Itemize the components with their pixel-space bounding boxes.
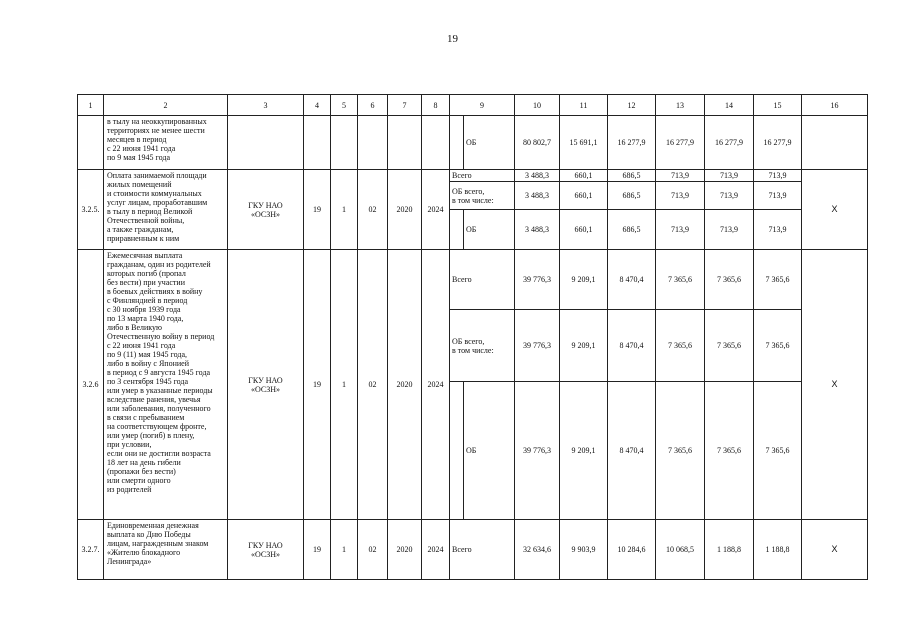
value-cell: 713,9	[656, 182, 705, 210]
code-cell-c8: 2024	[422, 520, 450, 580]
value-cell: 9 209,1	[560, 250, 608, 310]
indent-cell	[450, 210, 464, 250]
col6-cell	[358, 116, 388, 170]
value-cell: 80 802,7	[515, 116, 560, 170]
indent-cell	[450, 116, 464, 170]
header-cell: 11	[560, 95, 608, 116]
executor-cell: ГКУ НАО «ОСЗН»	[228, 250, 304, 520]
code-cell-c4: 19	[304, 170, 331, 250]
value-cell: 8 470,4	[608, 382, 656, 520]
header-cell: 14	[705, 95, 754, 116]
measure-name-cell: в тылу на неоккупированных территориях не менее шести месяцев в период с 22 июня 1941 года по 9 мая 1945 года	[104, 116, 228, 170]
value-cell: 686,5	[608, 210, 656, 250]
executor-cell	[228, 116, 304, 170]
table-row	[78, 520, 868, 580]
executor-cell: ГКУ НАО «ОСЗН»	[228, 170, 304, 250]
value-cell: 713,9	[656, 170, 705, 182]
header-cell: 1	[78, 95, 104, 116]
funding-label: Всего	[450, 520, 515, 580]
measure-name-cell: Ежемесячная выплата гражданам, один из родителей которых погиб (пропал без вести) при участии в боевых действиях в войну с Финляндией в период с 30 ноября 1939 года по 13 марта 1940 года, либо в Великую Отечественную войну в период с 22 июня 1941 года по 9 (11) мая 1945 года, либо в войну с Японией в период с 9 августа 1945 года по 3 сентября 1945 года или умер в указанные периоды вследствие ранения, увечья или заболевания, полученного в связи с пребыванием на соответствующем фронте, или умер (погиб) в плену, при условии, если они не достигли возраста 18 лет на день гибели (пропажи без вести) или смерти одного из родителей	[104, 250, 228, 520]
value-cell: 8 470,4	[608, 250, 656, 310]
col7-cell	[388, 116, 422, 170]
header-cell: 15	[754, 95, 802, 116]
row-number-cell: 3.2.5.	[78, 170, 104, 250]
code-cell-c7: 2020	[388, 170, 422, 250]
value-cell: 713,9	[754, 210, 802, 250]
code-cell-c5: 1	[331, 170, 358, 250]
value-cell: 7 365,6	[656, 310, 705, 382]
indent-cell	[450, 382, 464, 520]
header-cell: 13	[656, 95, 705, 116]
value-cell: 7 365,6	[656, 382, 705, 520]
col8-cell	[422, 116, 450, 170]
value-cell: 16 277,9	[608, 116, 656, 170]
header-cell: 5	[331, 95, 358, 116]
value-cell: 7 365,6	[754, 310, 802, 382]
value-cell: 16 277,9	[754, 116, 802, 170]
value-cell: 15 691,1	[560, 116, 608, 170]
note-cell: Х	[802, 170, 868, 250]
value-cell: 3 488,3	[515, 210, 560, 250]
header-cell: 3	[228, 95, 304, 116]
value-cell: 9 209,1	[560, 382, 608, 520]
row-number-cell	[78, 116, 104, 170]
header-cell: 9	[450, 95, 515, 116]
header-cell: 10	[515, 95, 560, 116]
funding-label: ОБ всего, в том числе:	[450, 310, 515, 382]
value-cell: 7 365,6	[656, 250, 705, 310]
funding-label: Всего	[450, 250, 515, 310]
header-cell: 12	[608, 95, 656, 116]
value-cell: 713,9	[705, 182, 754, 210]
row-number-cell: 3.2.6	[78, 250, 104, 520]
note-cell: Х	[802, 520, 868, 580]
executor-cell: ГКУ НАО «ОСЗН»	[228, 520, 304, 580]
value-cell: 660,1	[560, 210, 608, 250]
value-cell: 1 188,8	[705, 520, 754, 580]
value-cell: 3 488,3	[515, 182, 560, 210]
value-cell: 660,1	[560, 182, 608, 210]
code-cell-c8: 2024	[422, 170, 450, 250]
table-row	[78, 170, 868, 182]
value-cell: 713,9	[705, 170, 754, 182]
value-cell: 10 068,5	[656, 520, 705, 580]
page-number: 19	[447, 33, 458, 45]
code-cell-c8: 2024	[422, 250, 450, 520]
value-cell: 39 776,3	[515, 250, 560, 310]
value-cell: 660,1	[560, 170, 608, 182]
value-cell: 713,9	[754, 170, 802, 182]
value-cell: 8 470,4	[608, 310, 656, 382]
code-cell-c4: 19	[304, 520, 331, 580]
measure-name-cell: Единовременная денежная выплата ко Дню Победы лицам, награжденным знаком «Жителю блокадного Ленинграда»	[104, 520, 228, 580]
header-cell: 8	[422, 95, 450, 116]
funding-label: Всего	[450, 170, 515, 182]
funding-label: ОБ	[464, 116, 515, 170]
header-cell: 6	[358, 95, 388, 116]
row-number-cell: 3.2.7.	[78, 520, 104, 580]
value-cell: 39 776,3	[515, 310, 560, 382]
value-cell: 7 365,6	[754, 250, 802, 310]
value-cell: 7 365,6	[705, 310, 754, 382]
value-cell: 7 365,6	[754, 382, 802, 520]
code-cell-c6: 02	[358, 170, 388, 250]
value-cell: 16 277,9	[656, 116, 705, 170]
header-row	[78, 95, 868, 116]
code-cell-c7: 2020	[388, 250, 422, 520]
value-cell: 686,5	[608, 182, 656, 210]
code-cell-c6: 02	[358, 250, 388, 520]
measure-name-cell: Оплата занимаемой площади жилых помещений и стоимости коммунальных услуг лицам, проработавшим в тылу в период Великой Отечественной войны, а также гражданам, приравненным к ним	[104, 170, 228, 250]
col5-cell	[331, 116, 358, 170]
funding-label: ОБ	[464, 382, 515, 520]
note-cell	[802, 116, 868, 170]
code-cell-c5: 1	[331, 520, 358, 580]
col4-cell	[304, 116, 331, 170]
value-cell: 1 188,8	[754, 520, 802, 580]
value-cell: 39 776,3	[515, 382, 560, 520]
table-row	[78, 250, 868, 310]
header-cell: 2	[104, 95, 228, 116]
value-cell: 686,5	[608, 170, 656, 182]
value-cell: 10 284,6	[608, 520, 656, 580]
budget-table	[77, 94, 868, 580]
code-cell-c7: 2020	[388, 520, 422, 580]
code-cell-c4: 19	[304, 250, 331, 520]
value-cell: 32 634,6	[515, 520, 560, 580]
value-cell: 713,9	[656, 210, 705, 250]
funding-label: ОБ	[464, 210, 515, 250]
value-cell: 713,9	[754, 182, 802, 210]
value-cell: 16 277,9	[705, 116, 754, 170]
value-cell: 7 365,6	[705, 382, 754, 520]
header-cell: 16	[802, 95, 868, 116]
value-cell: 9 903,9	[560, 520, 608, 580]
header-cell: 4	[304, 95, 331, 116]
funding-label: ОБ всего, в том числе:	[450, 182, 515, 210]
code-cell-c5: 1	[331, 250, 358, 520]
value-cell: 9 209,1	[560, 310, 608, 382]
value-cell: 7 365,6	[705, 250, 754, 310]
value-cell: 713,9	[705, 210, 754, 250]
note-cell: Х	[802, 250, 868, 520]
header-cell: 7	[388, 95, 422, 116]
table-row	[78, 116, 868, 170]
code-cell-c6: 02	[358, 520, 388, 580]
value-cell: 3 488,3	[515, 170, 560, 182]
